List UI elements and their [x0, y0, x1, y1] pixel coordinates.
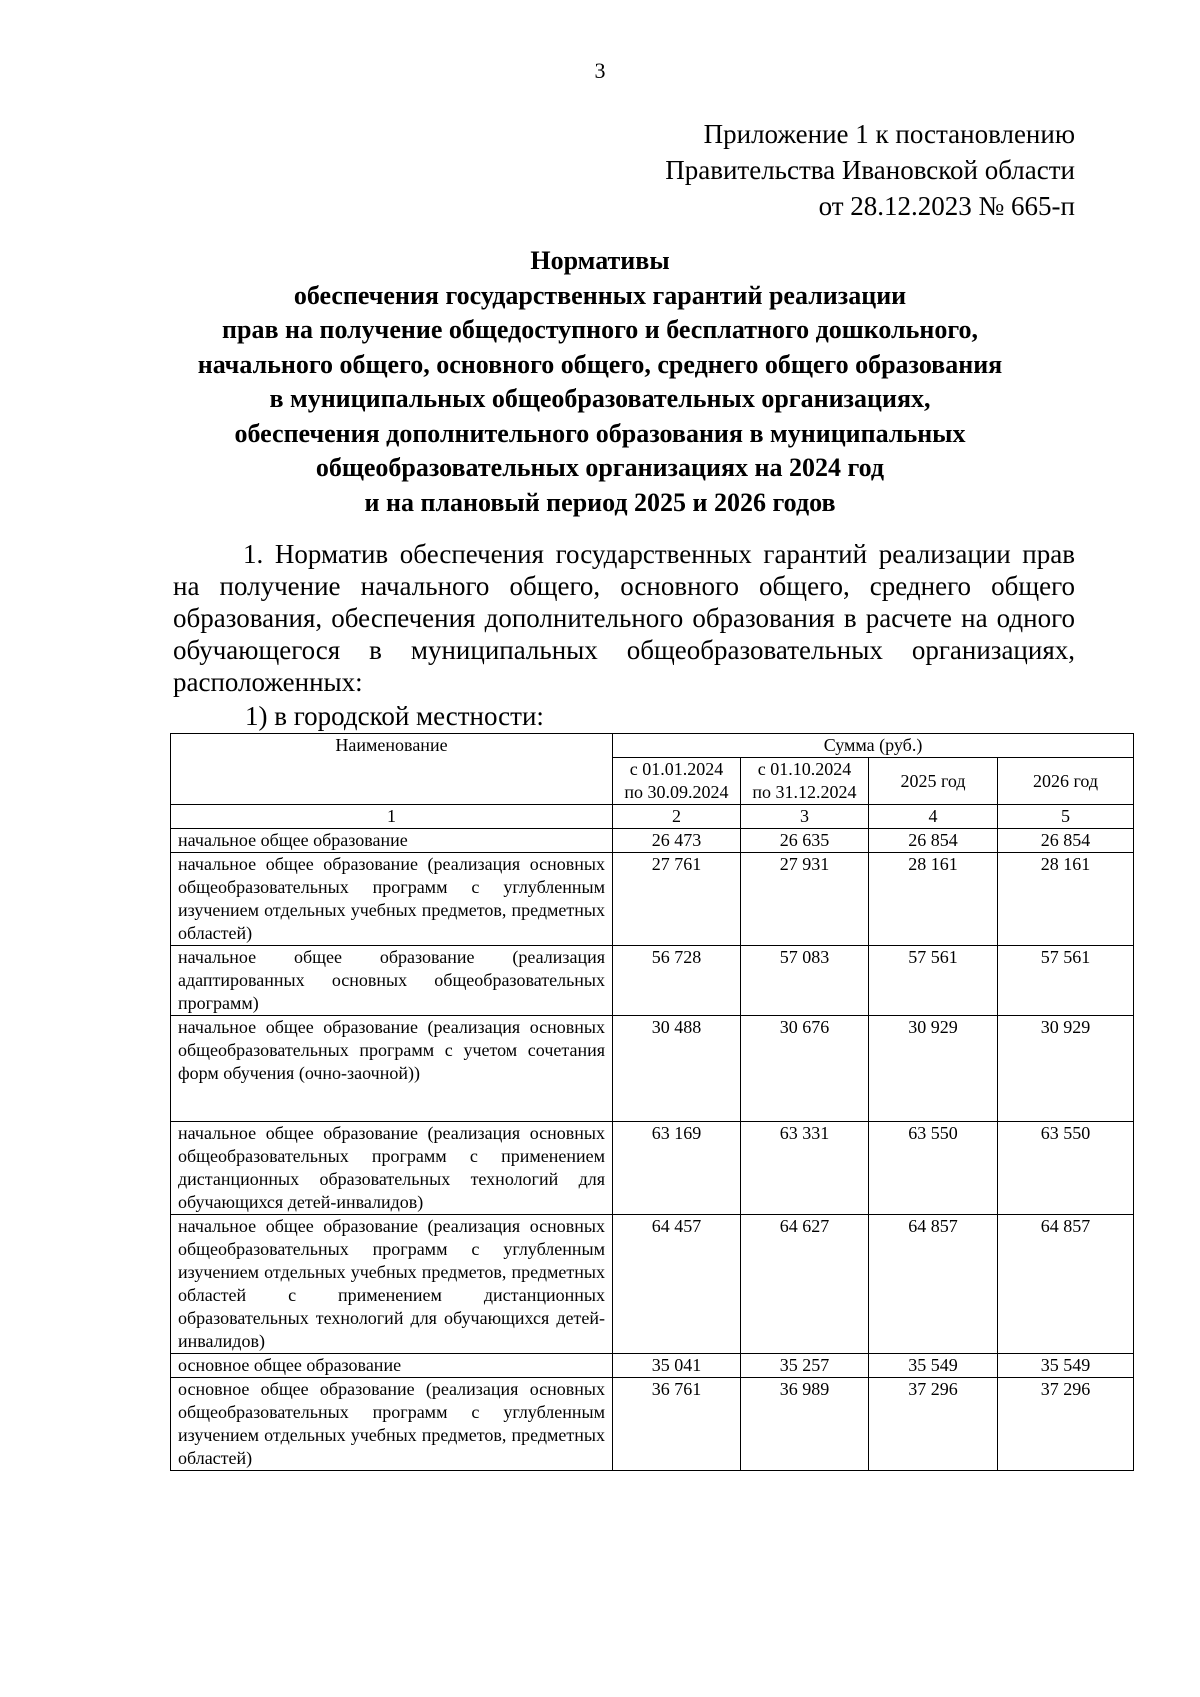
column-number: 2: [613, 805, 741, 829]
row-value: 35 041: [613, 1354, 741, 1378]
row-value: 30 929: [998, 1016, 1134, 1122]
header-period: 2025 год: [869, 758, 998, 805]
title-line: прав на получение общедоступного и бесплатного дошкольного,: [222, 315, 978, 344]
title-line: обеспечения дополнительного образования в муниципальных: [234, 418, 966, 448]
row-value: 30 676: [741, 1016, 869, 1122]
row-value: 37 296: [869, 1378, 998, 1471]
row-value: 28 161: [869, 853, 998, 946]
row-value: 30 488: [613, 1016, 741, 1122]
row-value: 35 257: [741, 1354, 869, 1378]
document-title: [125, 244, 1075, 520]
appendix-line: Правительства Ивановской области: [665, 155, 1075, 185]
row-value: 56 728: [613, 946, 741, 1016]
row-value: 57 083: [741, 946, 869, 1016]
row-name: начальное общее образование (реализация основных общеобразовательных программ с углубленным изучением отдельных учебных предметов, предметных областей с применением дистанционных образовательных технологий для обучающихся детей-инвалидов): [171, 1215, 613, 1354]
header-period: с 01.01.2024 по 30.09.2024: [613, 758, 741, 805]
title-line: Нормативы: [530, 246, 670, 275]
table-row: [171, 853, 1134, 946]
column-numbers-row: [171, 805, 1134, 829]
row-value: 63 331: [741, 1122, 869, 1215]
table-row: [171, 1122, 1134, 1215]
header-period: с 01.10.2024 по 31.12.2024: [741, 758, 869, 805]
table-row: [171, 1016, 1134, 1122]
row-name: основное общее образование (реализация основных общеобразовательных программ с углубленным изучением отдельных учебных предметов, предметных областей): [171, 1378, 613, 1471]
row-value: 35 549: [998, 1354, 1134, 1378]
title-line: начального общего, основного общего, среднего общего образования: [197, 349, 1003, 379]
row-value: 57 561: [998, 946, 1134, 1016]
column-number: 4: [869, 805, 998, 829]
page-number: 3: [594, 58, 606, 83]
row-value: 36 989: [741, 1378, 869, 1471]
table-row: [171, 1354, 1134, 1378]
subheading: 1) в городской местности:: [245, 701, 544, 731]
row-value: 27 761: [613, 853, 741, 946]
header-sum: Сумма (руб.): [613, 734, 1134, 758]
header-row: [171, 734, 1134, 758]
column-number: 3: [741, 805, 869, 829]
title-line: в муниципальных общеобразовательных организациях,: [269, 384, 931, 413]
row-value: 27 931: [741, 853, 869, 946]
row-name: начальное общее образование: [171, 829, 613, 853]
table-row: [171, 946, 1134, 1016]
row-value: 26 635: [741, 829, 869, 853]
row-value: 37 296: [998, 1378, 1134, 1471]
row-value: 35 549: [869, 1354, 998, 1378]
row-value: 26 473: [613, 829, 741, 853]
header-name: Наименование: [171, 734, 613, 805]
row-value: 30 929: [869, 1016, 998, 1122]
column-number: 5: [998, 805, 1134, 829]
row-name: начальное общее образование (реализация основных общеобразовательных программ с углубленным изучением отдельных учебных предметов, предметных областей): [171, 853, 613, 946]
appendix-line: Приложение 1 к постановлению: [703, 119, 1075, 149]
row-value: 57 561: [869, 946, 998, 1016]
row-name: начальное общее образование (реализация основных общеобразовательных программ с учетом сочетания форм обучения (очно-заочной)): [171, 1016, 613, 1122]
row-value: 26 854: [869, 829, 998, 853]
row-value: 64 857: [998, 1215, 1134, 1354]
row-value: 63 550: [998, 1122, 1134, 1215]
appendix-line: от 28.12.2023 № 665-п: [818, 191, 1075, 221]
title-line: и на плановый период 2025 и 2026 годов: [364, 487, 836, 517]
row-name: начальное общее образование (реализация адаптированных основных общеобразовательных программ): [171, 946, 613, 1016]
row-value: 63 169: [613, 1122, 741, 1215]
row-value: 26 854: [998, 829, 1134, 853]
table-row: [171, 1215, 1134, 1354]
row-value: 36 761: [613, 1378, 741, 1471]
header-period: 2026 год: [998, 758, 1134, 805]
title-line: обеспечения государственных гарантий реализации: [293, 280, 907, 310]
row-value: 28 161: [998, 853, 1134, 946]
row-value: 63 550: [869, 1122, 998, 1215]
row-value: 64 457: [613, 1215, 741, 1354]
body-paragraph: 1. Норматив обеспечения государственных гарантий реализации прав на получение начального общего, основного общего, среднего общего образования, обеспечения дополнительного образования в расчете на одного обучающегося в муниципальных общеобразовательных организациях, расположенных:: [173, 539, 1075, 697]
column-number: 1: [171, 805, 613, 829]
appendix-reference: [665, 116, 1075, 224]
row-value: 64 857: [869, 1215, 998, 1354]
norms-table: [170, 733, 1134, 1471]
title-line: общеобразовательных организациях на 2024 год: [315, 453, 885, 482]
row-name: начальное общее образование (реализация основных общеобразовательных программ с применением дистанционных образовательных технологий для обучающихся детей-инвалидов): [171, 1122, 613, 1215]
row-value: 64 627: [741, 1215, 869, 1354]
table-row: [171, 1378, 1134, 1471]
table-row: [171, 829, 1134, 853]
row-name: основное общее образование: [171, 1354, 613, 1378]
